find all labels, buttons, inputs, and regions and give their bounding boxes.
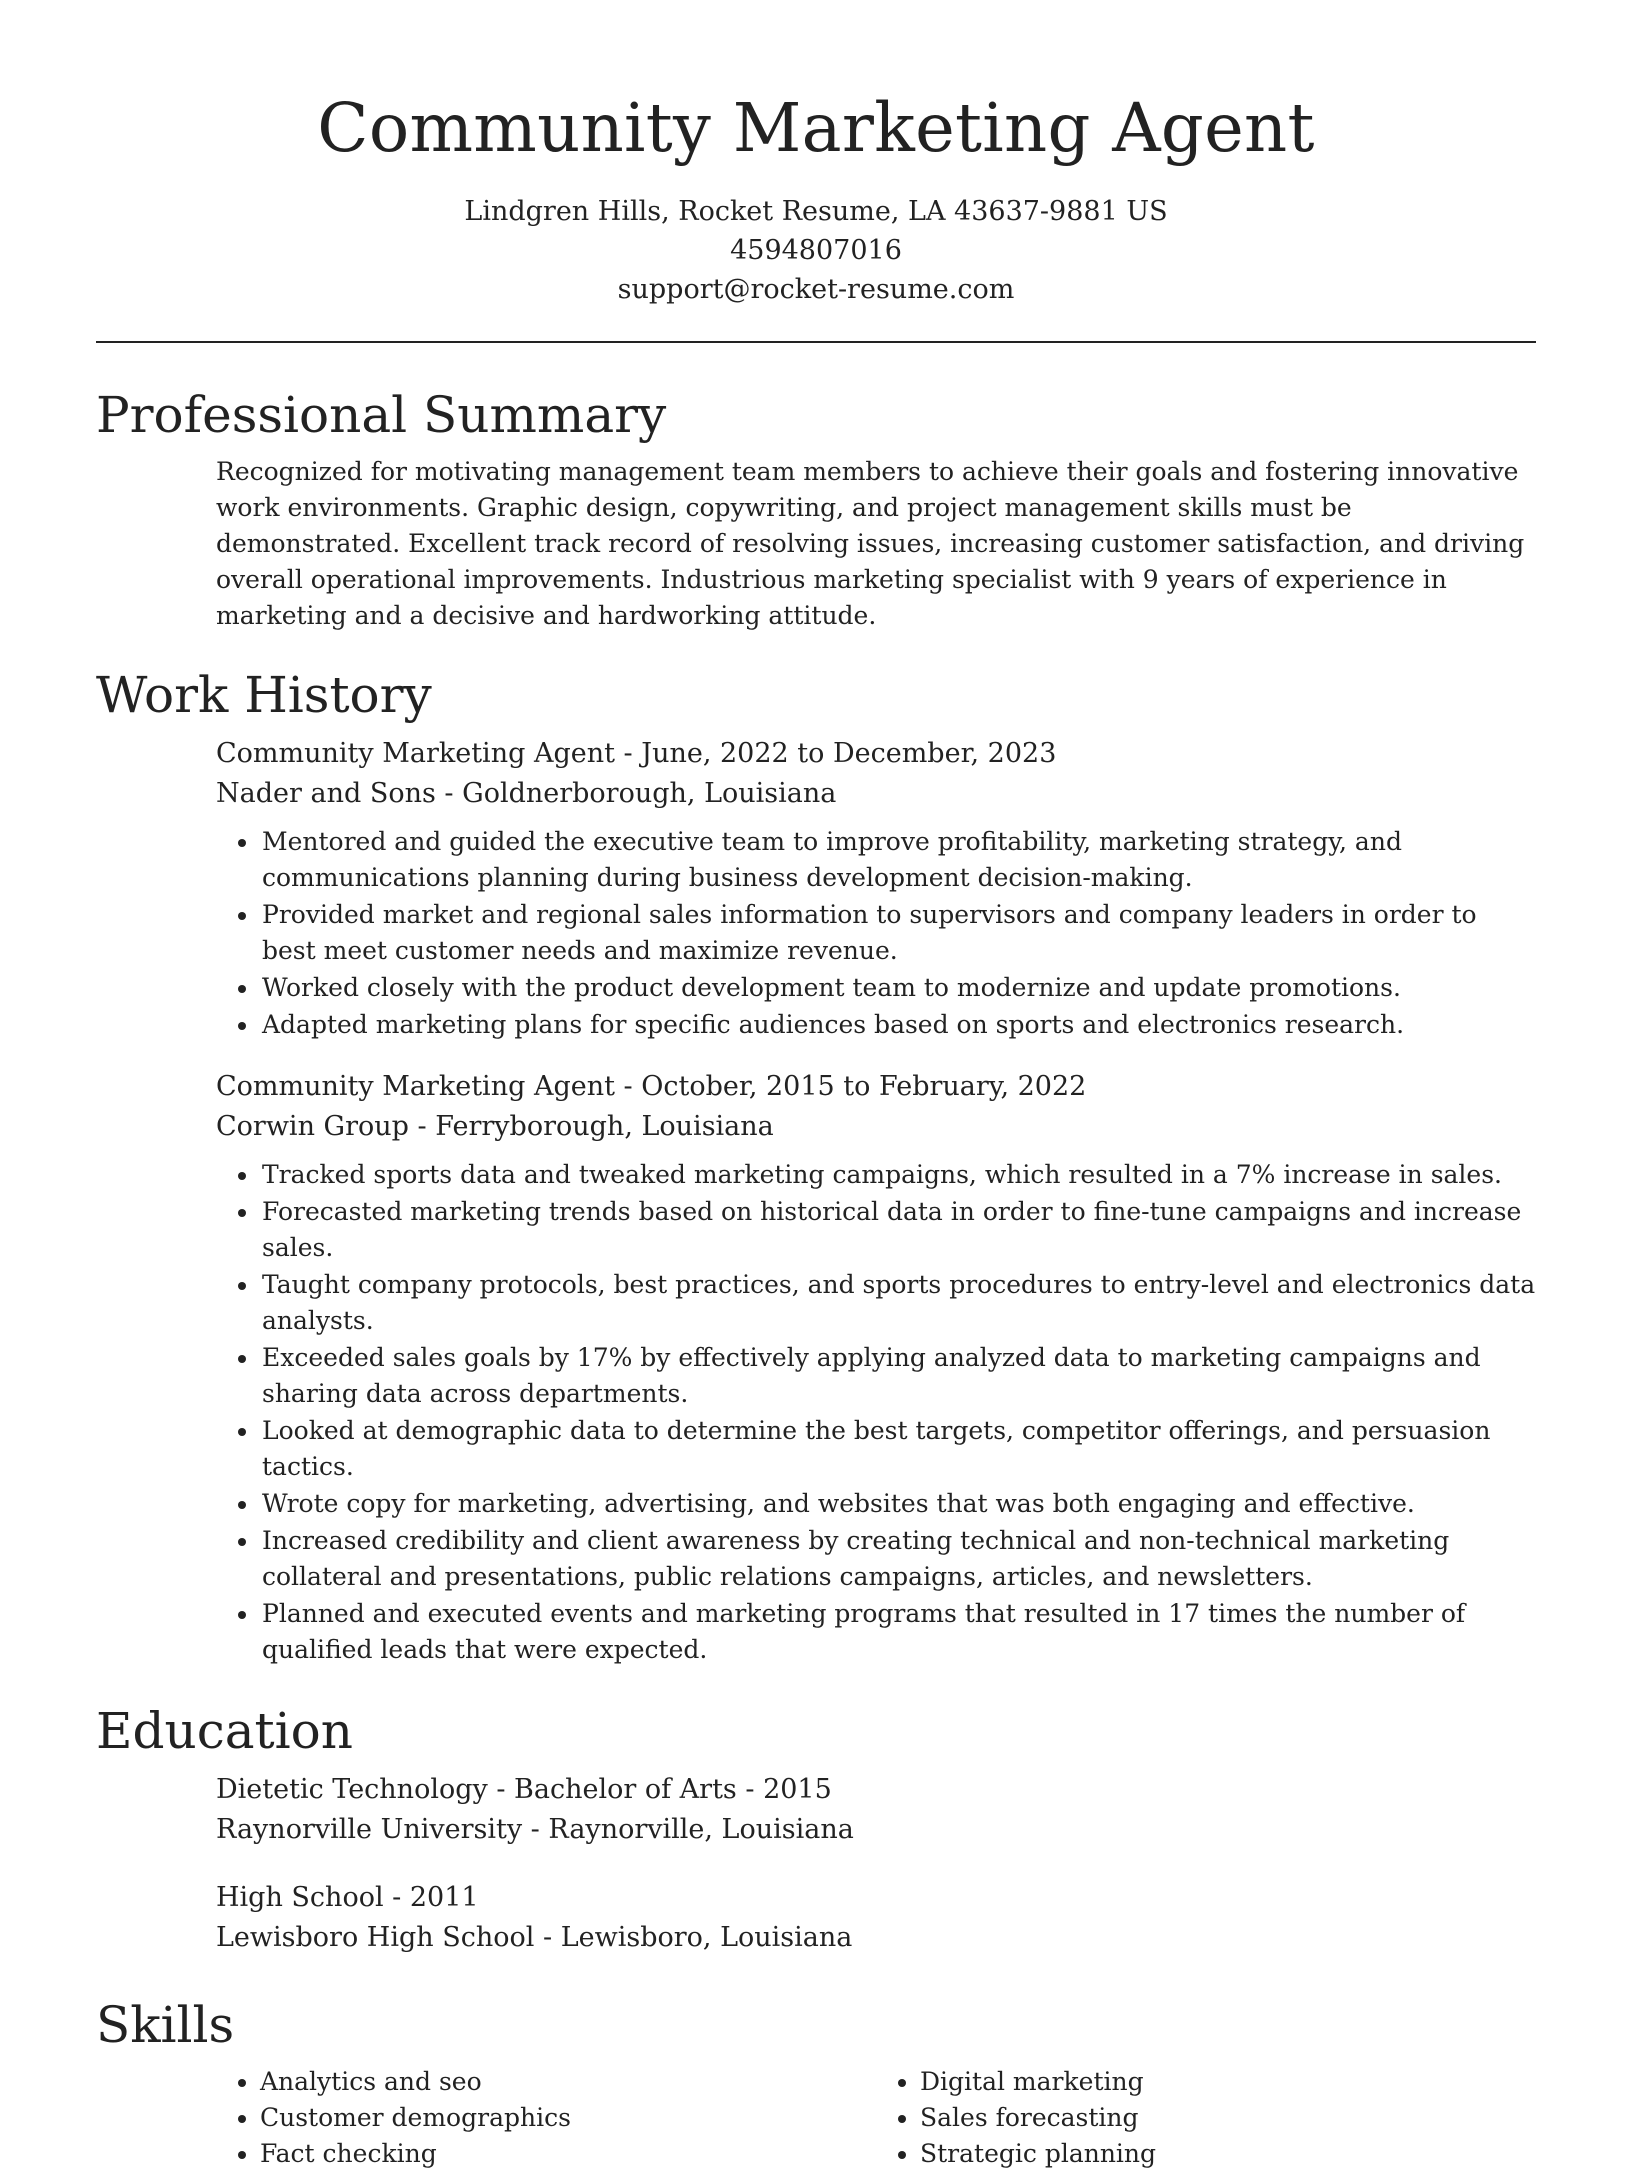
list-item: • Forecasted marketing trends based on historical data in order to fine-tune campaigns and increase sales. (260, 1194, 1536, 1266)
list-item: • Looked at demographic data to determine the best targets, competitor offerings, and persuasion tactics. (260, 1413, 1536, 1485)
resume-header (0, 86, 1632, 309)
list-item: • Exceeded sales goals by 17% by effectively applying analyzed data to marketing campaigns and sharing data across departments. (260, 1340, 1536, 1412)
education-section (216, 1770, 1536, 1958)
job-entry (216, 734, 1536, 1043)
education-entry (216, 1878, 1536, 1958)
list-item: • Taught company protocols, best practices, and sports procedures to entry-level and electronics data analysts. (260, 1267, 1536, 1339)
list-item: • Provided market and regional sales information to supervisors and company leaders in order to best meet customer needs and maximize revenue. (260, 897, 1536, 969)
degree-line: Dietetic Technology - Bachelor of Arts - 2015 (216, 1774, 832, 1805)
school-name: Lewisboro High School (216, 1922, 535, 1953)
email-address: support@rocket-resume.com (617, 274, 1015, 305)
job-bullets (216, 824, 1536, 1043)
job-company-line: Corwin Group - Ferryborough, Louisiana (216, 1111, 774, 1142)
list-item: • Worked closely with the product development team to modernize and update promotions. (260, 970, 1536, 1006)
address: Lindgren Hills, Rocket Resume, LA 43637-9881 US (464, 196, 1168, 227)
summary-text: Recognized for motivating management team members to achieve their goals and fostering innovative work environments. Graphic design, copywriting, and project management skills must be demonstrated. Excellent track record of resolving issues, increasing customer satisfaction, and driving overall operational improvements. Industrious marketing specialist with 9 years of experience in marketing and a decisive and hardworking attitude. (216, 457, 1525, 630)
school-line: Raynorville University - Raynorville, Louisiana (216, 1814, 854, 1845)
job-company-line: Nader and Sons - Goldnerborough, Louisiana (216, 778, 837, 809)
list-item: • Sales forecasting (920, 2100, 1536, 2136)
list-item: • Wrote copy for marketing, advertising, and websites that was both engaging and effective. (260, 1486, 1536, 1522)
job-position: Community Marketing Agent (216, 738, 615, 769)
list-item: • Mentored and guided the executive team to improve profitability, marketing strategy, and communications planning during business development decision-making. (260, 824, 1536, 896)
job-dates: June, 2022 to December, 2023 (641, 738, 1057, 769)
work-history-section (216, 734, 1536, 1668)
education-heading: Education (96, 1702, 353, 1760)
list-item: • Tracked sports data and tweaked marketing campaigns, which resulted in a 7% increase in sales. (260, 1157, 1536, 1193)
skills-columns (216, 2064, 1536, 2172)
list-item: • Adapted marketing plans for specific audiences based on sports and electronics research. (260, 1007, 1536, 1043)
contact-info (0, 192, 1632, 309)
school-location: Lewisboro, Louisiana (560, 1922, 853, 1953)
job-title-line: Community Marketing Agent - October, 2015 to February, 2022 (216, 1071, 1087, 1102)
job-company: Nader and Sons (216, 778, 436, 809)
school-name: Raynorville University (216, 1814, 523, 1845)
list-item: • Digital marketing (920, 2064, 1536, 2100)
list-item: • Increased credibility and client awareness by creating technical and non-technical marketing collateral and presentations, public relations campaigns, articles, and newsletters. (260, 1523, 1536, 1595)
school-location: Raynorville, Louisiana (548, 1814, 854, 1845)
skills-section (216, 2064, 1536, 2172)
summary-section (216, 454, 1536, 634)
work-history-heading: Work History (96, 666, 432, 724)
list-item: • Planned and executed events and marketing programs that resulted in 17 times the number of qualified leads that were expected. (260, 1596, 1536, 1668)
header-divider (96, 341, 1536, 343)
phone-number: 4594807016 (730, 235, 902, 266)
list-item: • Strategic planning (920, 2136, 1536, 2172)
resume-content (96, 376, 1536, 2172)
job-location: Ferryborough, Louisiana (435, 1111, 774, 1142)
job-dates: October, 2015 to February, 2022 (641, 1071, 1087, 1102)
skills-list-left (216, 2064, 876, 2172)
job-bullets (216, 1157, 1536, 1668)
candidate-name: Community Marketing Agent (317, 89, 1315, 167)
skills-heading: Skills (96, 1996, 235, 2054)
list-item: • Customer demographics (260, 2100, 876, 2136)
job-entry (216, 1067, 1536, 1668)
job-position: Community Marketing Agent (216, 1071, 615, 1102)
job-location: Goldnerborough, Louisiana (462, 778, 837, 809)
job-title-line: Community Marketing Agent - June, 2022 to December, 2023 (216, 738, 1057, 769)
school-line: Lewisboro High School - Lewisboro, Louisiana (216, 1922, 853, 1953)
list-item: • Fact checking (260, 2136, 876, 2172)
list-item: • Analytics and seo (260, 2064, 876, 2100)
education-entry (216, 1770, 1536, 1850)
degree-line: High School - 2011 (216, 1882, 479, 1913)
summary-heading: Professional Summary (96, 386, 667, 444)
skills-list-right (876, 2064, 1536, 2172)
job-company: Corwin Group (216, 1111, 409, 1142)
